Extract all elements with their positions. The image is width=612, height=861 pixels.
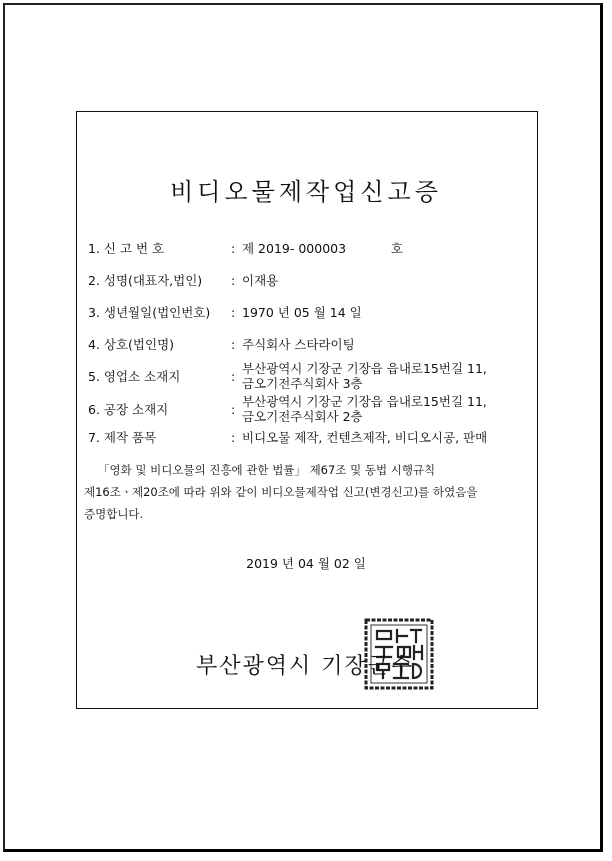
field-value bbox=[242, 394, 542, 424]
statement-line: 「영화 및 비디오물의 진흥에 관한 법률」 제67조 및 동법 시행규칙 bbox=[98, 463, 436, 477]
field-label: 5. 영업소 소재지 bbox=[88, 369, 181, 384]
certificate-title: 비디오물제작업신고증 bbox=[170, 178, 442, 206]
field-value-line: 부산광역시 기장군 기장읍 읍내로15번길 11, bbox=[242, 394, 487, 409]
issue-date: 2019 년 04 월 02 일 bbox=[246, 556, 366, 571]
field-label: 7. 제작 품목 bbox=[88, 430, 157, 445]
field-label: 6. 공장 소재지 bbox=[88, 402, 169, 417]
field-value bbox=[242, 361, 542, 391]
field-value: 이재용 bbox=[242, 273, 279, 288]
field-value: 1970 년 05 월 14 일 bbox=[242, 305, 362, 320]
field-label: 1. 신 고 번 호 bbox=[88, 241, 165, 256]
field-colon: : bbox=[231, 369, 236, 384]
field-row-office-address bbox=[88, 361, 538, 393]
field-label: 3. 생년월일(법인번호) bbox=[88, 305, 211, 320]
field-colon: : bbox=[231, 273, 236, 288]
field-value-line: 금오기전주식회사 3층 bbox=[242, 376, 363, 391]
field-value: 제 2019- 000003 bbox=[242, 241, 347, 256]
field-value-line: 금오기전주식회사 2층 bbox=[242, 409, 363, 424]
field-label: 2. 성명(대표자,법인) bbox=[88, 273, 203, 288]
statement-line: 증명합니다. bbox=[84, 507, 144, 521]
field-colon: : bbox=[231, 430, 236, 445]
field-value: 비디오물 제작, 컨텐츠제작, 비디오시공, 판매 bbox=[242, 430, 488, 445]
field-value: 주식회사 스타라이팅 bbox=[242, 337, 355, 352]
certification-statement bbox=[84, 459, 534, 525]
field-colon: : bbox=[231, 402, 236, 417]
field-colon: : bbox=[231, 337, 236, 352]
issuer-name: 부산광역시 기장군수 bbox=[196, 654, 415, 679]
statement-line: 제16조ㆍ제20조에 따라 위와 같이 비디오물제작업 신고(변경신고)를 하였음을 bbox=[84, 485, 478, 499]
field-colon: : bbox=[231, 241, 236, 256]
field-suffix: 호 bbox=[391, 241, 404, 256]
field-colon: : bbox=[231, 305, 236, 320]
field-row-factory-address bbox=[88, 394, 538, 426]
field-value-line: 부산광역시 기장군 기장읍 읍내로15번길 11, bbox=[242, 361, 487, 376]
field-label: 4. 상호(법인명) bbox=[88, 337, 175, 352]
